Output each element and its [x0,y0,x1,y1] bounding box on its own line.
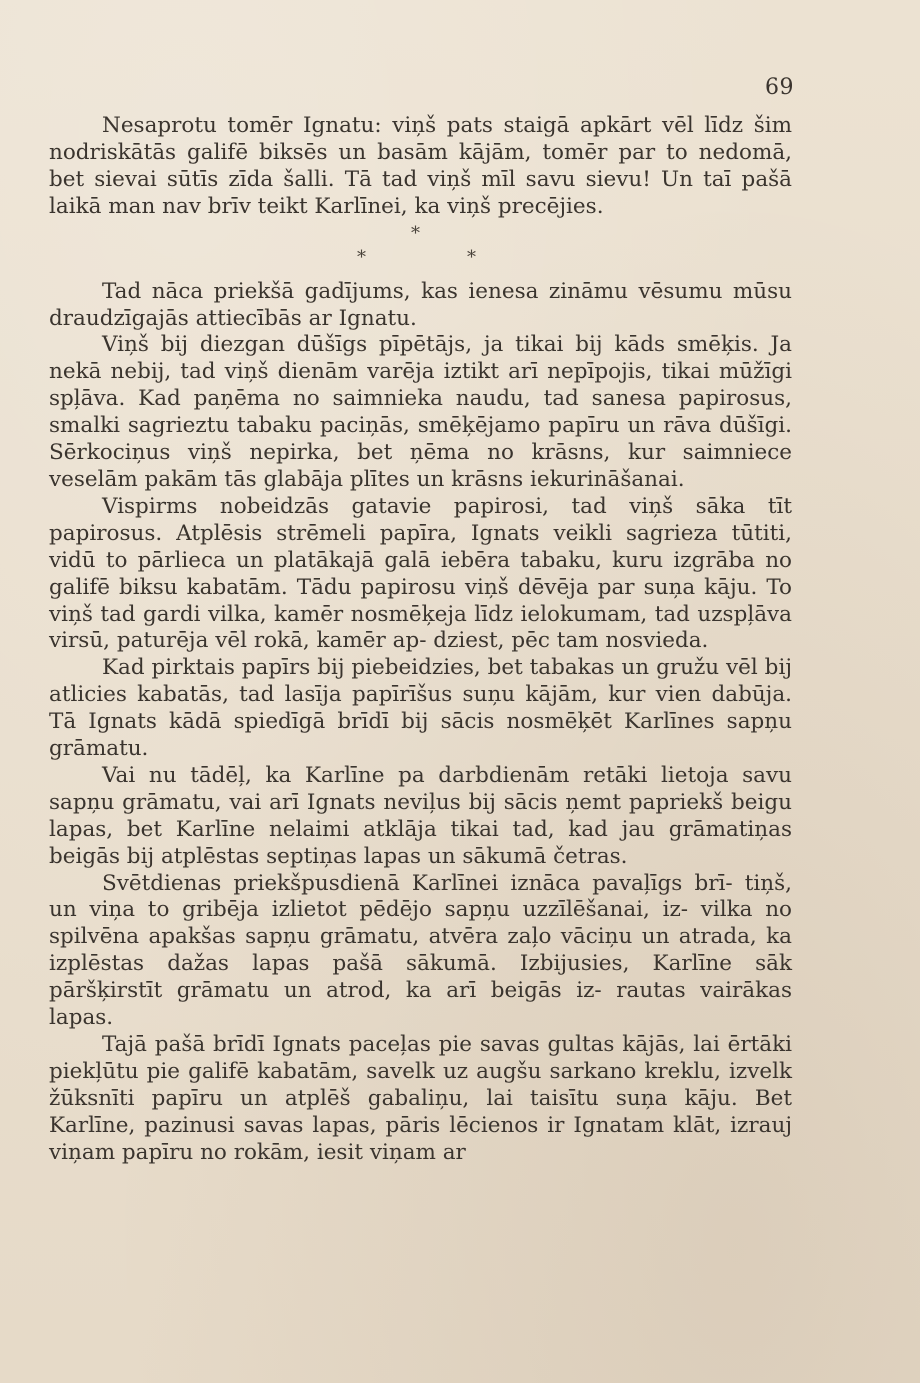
paragraph: Tajā pašā brīdī Ignats paceļas pie savas gultas kājās, lai ērtāki piekļūtu pie galifē kabatām, savelk uz augšu sarkano kreklu, izvelk žūksnīti papīru un atplēš gabaliņu, lai taisītu suņa kāju. Bet Karlīne, pazinusi savas lapas, pāris lēcienos ir Ignatam klāt, izrauj viņam papīru no rokām, iesit viņam ar [49,1032,792,1165]
page-number: 69 [765,75,794,100]
paragraph: Kad pirktais papīrs bij piebeidzies, bet tabakas un gružu vēl bij atlicies kabatās, tad lasīja papīrīšus suņu kājām, kur vien dabūja. Tā Ignats kādā spiedīgā brīdī bij sācis nosmēķēt Karlīnes sapņu grāmatu. [49,655,792,762]
paragraph: Viņš bij diezgan dūšīgs pīpētājs, ja tikai bij kāds smēķis. Ja nekā nebij, tad viņš dienām varēja iztikt arī nepīpojis, tikai mūžīgi spļāva. Kad paņēma no saimnieka naudu, tad sanesa papirosus, smalki sagrieztu tabaku paciņās, smēķējamo papīru un rāva dūšīgi. Sērkociņus viņš nepirka, bet ņēma no krāsns, kur saimniece veselām pakām tās glabāja plītes un krāsns iekurināšanai. [49,332,792,492]
asterisk: * [467,246,476,268]
paragraph: Tad nāca priekšā gadījums, kas ienesa zināmu vēsumu mūsu draudzīgajās attiecībās ar Ignatu. [49,278,792,331]
asterisk: * [357,246,366,268]
section-divider [49,221,792,275]
paragraph: Svētdienas priekšpusdienā Karlīnei iznāca pavaļīgs brī- tiņš, un viņa to gribēja izlietot pēdējo sapņu uzzīlēšanai, iz- vilka no spilvēna apakšas sapņu grāmatu, atvēra zaļo vāciņu un atrada, ka izplēstas dažas lapas pašā sākumā. Izbijusies, Karlīne sāk pāršķirstīt grāmatu un atrod, ka arī beigās iz- rautas vairākas lapas. [49,870,792,1031]
body-text [49,113,792,1167]
paragraph: Vispirms nobeidzās gatavie papirosi, tad viņš sāka tīt papirosus. Atplēsis strēmeli papīra, Ignats veikli sagrieza tūtiti, vidū to pārlieca un platākajā galā iebēra tabaku, kuru izgrāba no galifē biksu kabatām. Tādu papirosu viņš dēvēja par suņa kāju. To viņš tad gardi vilka, kamēr nosmēķeja līdz ielokumam, tad uzspļāva virsū, paturēja vēl rokā, kamēr ap- dziest, pēc tam nosvieda. [49,493,792,654]
paragraph: Nesaprotu tomēr Ignatu: viņš pats staigā apkārt vēl līdz šim nodriskātās galifē biksēs un basām kājām, tomēr par to nedomā, bet sievai sūtīs zīda šalli. Tā tad viņš mīl savu sievu! Un taī pašā laikā man nav brīv teikt Karlīnei, ka viņš precējies. [49,113,792,219]
paragraph: Vai nu tādēļ, ka Karlīne pa darbdienām retāki lietoja savu sapņu grāmatu, vai arī Ignats neviļus bij sācis ņemt papriekš beigu lapas, bet Karlīne nelaimi atklāja tikai tad, kad jau grāmatiņas beigās bij atplēstas septiņas lapas un sākumā četras. [49,762,792,869]
asterisk: * [411,222,420,244]
